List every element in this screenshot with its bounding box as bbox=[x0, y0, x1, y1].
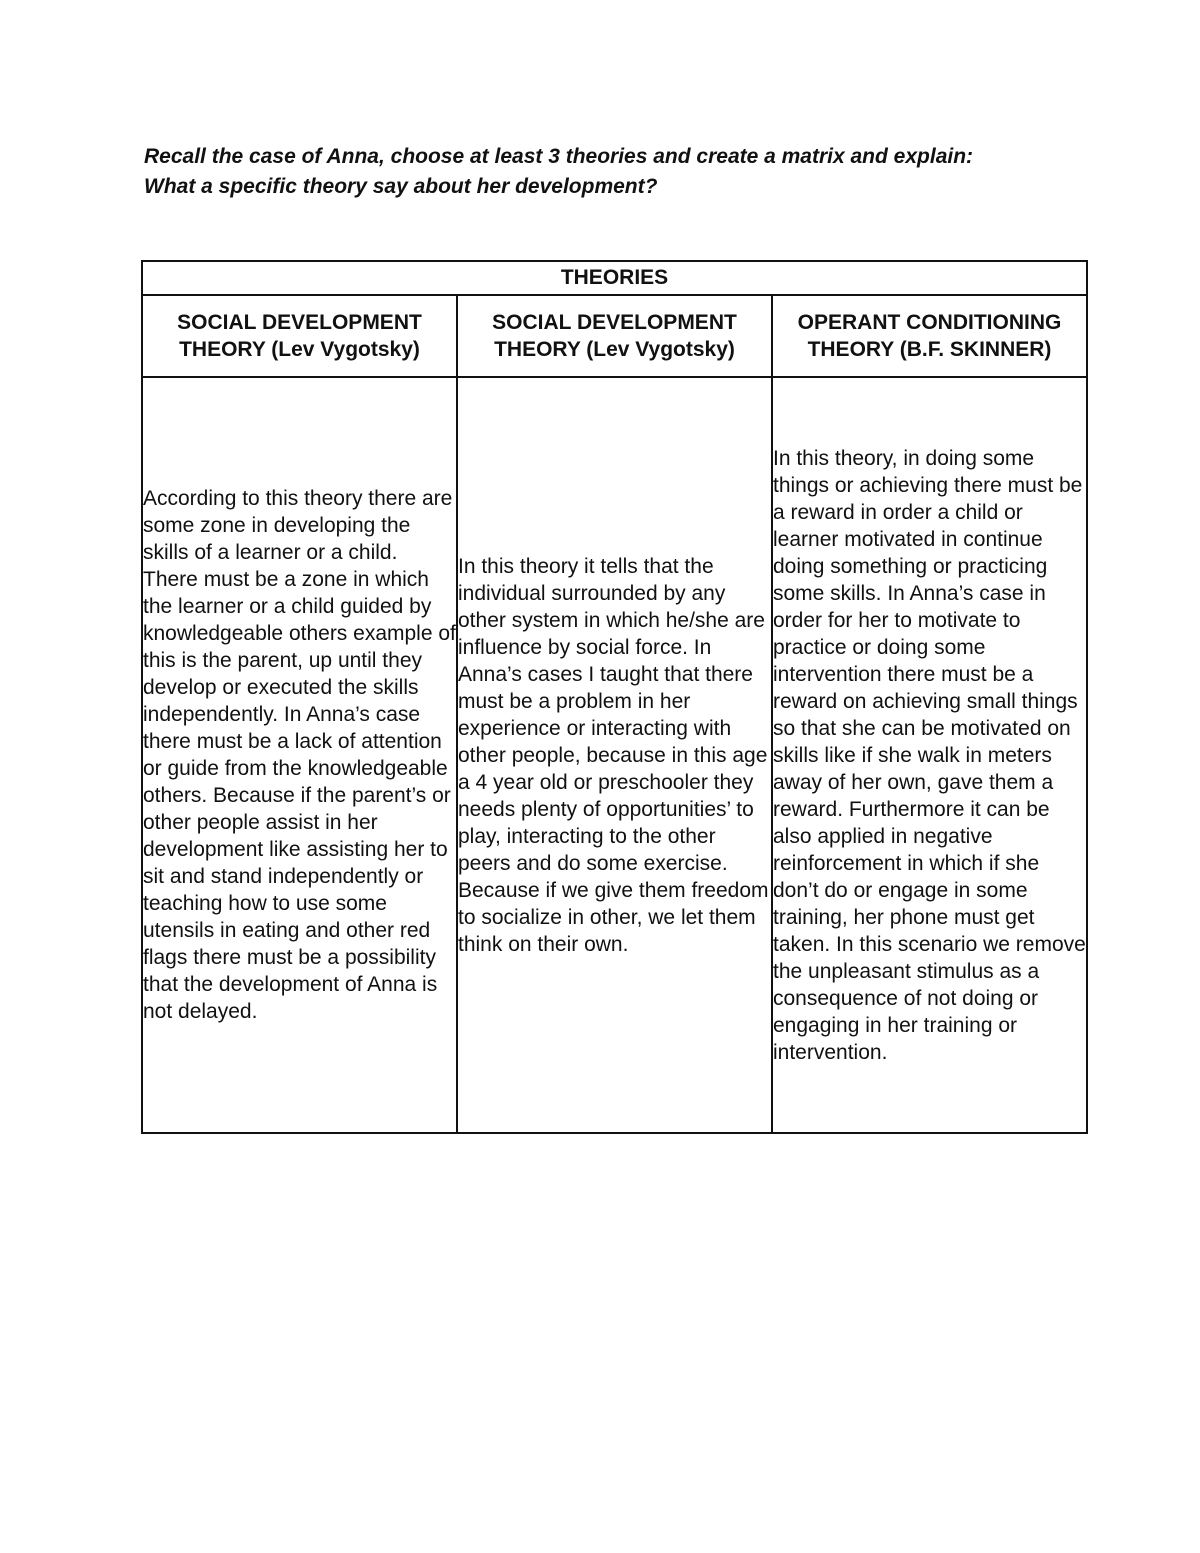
matrix-title-row bbox=[142, 261, 1087, 295]
column-body-3-text: In this theory, in doing some things or achieving there must be a reward in order a child or learner motivated in continue doing something or practicing some skills. In Anna’s case in order for her to motivate to practice or doing some intervention there must be a reward on achieving small things so that she can be motivated on skills like if she walk in meters away of her own, gave them a reward. Furthermore it can be also applied in negative reinforcement in which if she don’t do or engage in some training, her phone must get taken. In this scenario we remove the unpleasant stimulus as a consequence of not doing or engaging in her training or intervention. bbox=[773, 446, 1086, 1064]
column-body-2-text: In this theory it tells that the individual surrounded by any other system in which he/she are influence by social force. In Anna’s cases I taught that there must be a problem in her experience or interacting with other people, because in this age a 4 year old or preschooler they needs plenty of opportunities’ to play, interacting to the other peers and do some exercise. Because if we give them freedom to socialize in other, we let them think on their own. bbox=[458, 554, 769, 956]
column-body-1-text: According to this theory there are some zone in developing the skills of a learner or a child. There must be a zone in which the learner or a child guided by knowledgeable others example of this is the parent, up until they develop or executed the skills independently. In Anna’s case there must be a lack of attention or guide from the knowledgeable others. Because if the parent’s or other people assist in her development like assisting her to sit and stand independently or teaching how to use some utensils in eating and other red flags there must be a possibility that the development of Anna is not delayed. bbox=[143, 487, 456, 1023]
column-heading-1: SOCIAL DEVELOPMENT THEORY (Lev Vygotsky) bbox=[142, 295, 457, 377]
column-heading-2: SOCIAL DEVELOPMENT THEORY (Lev Vygotsky) bbox=[457, 295, 772, 377]
matrix-body-row bbox=[142, 377, 1087, 1133]
column-heading-3: OPERANT CONDITIONING THEORY (B.F. SKINNER) bbox=[772, 295, 1087, 377]
column-body-1 bbox=[142, 377, 457, 1133]
assignment-prompt bbox=[144, 142, 1104, 202]
prompt-line-1: Recall the case of Anna, choose at least 3 theories and create a matrix and explain: bbox=[144, 145, 974, 168]
column-body-3 bbox=[772, 377, 1087, 1133]
prompt-line-2: What a specific theory say about her development? bbox=[144, 175, 658, 198]
column-body-2 bbox=[457, 377, 772, 1133]
matrix-title: THEORIES bbox=[142, 261, 1087, 295]
theories-matrix bbox=[141, 260, 1088, 1134]
matrix-heading-row bbox=[142, 295, 1087, 377]
